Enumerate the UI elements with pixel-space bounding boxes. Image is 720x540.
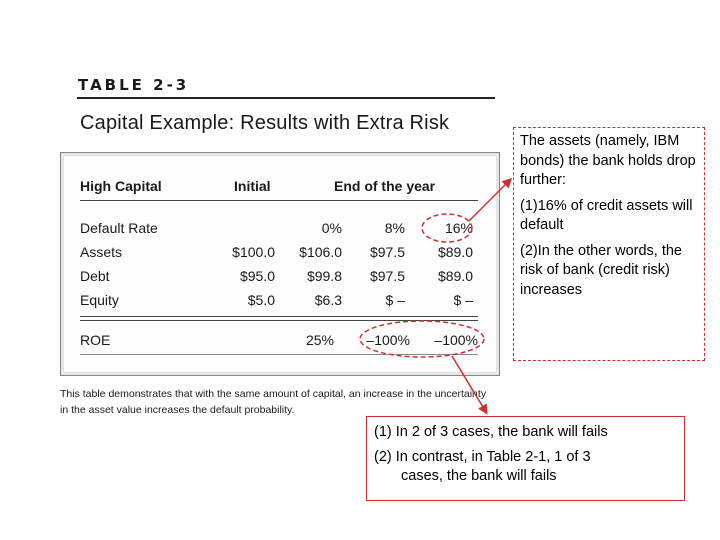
row-label-equity: Equity bbox=[80, 292, 119, 308]
callout-bottom-point-2-cont: cases, the bank will fails bbox=[401, 468, 557, 484]
cell-debt-v2: $97.5 bbox=[369, 268, 405, 284]
table-title: Capital Example: Results with Extra Risk bbox=[80, 112, 450, 134]
cell-default-rate-v1: 0% bbox=[321, 220, 342, 236]
callout-top-point-2: (2)In the other words, the risk of bank (credit risk) increases bbox=[520, 242, 682, 298]
table-number: TABLE 2-3 bbox=[78, 76, 190, 94]
callout-top-point-1: (1)16% of credit assets will default bbox=[520, 197, 693, 233]
callout-top-intro: The assets (namely, IBM bonds) the bank holds drop further: bbox=[520, 133, 696, 188]
cell-debt-initial: $95.0 bbox=[239, 268, 275, 284]
row-label-debt: Debt bbox=[80, 268, 110, 284]
cell-default-rate-v2: 8% bbox=[384, 220, 405, 236]
cell-assets-v1: $106.0 bbox=[299, 244, 342, 260]
cell-assets-v3: $89.0 bbox=[437, 244, 473, 260]
row-label-assets: Assets bbox=[80, 244, 123, 260]
highlight-ellipse-roe bbox=[360, 321, 484, 357]
callout-bottom-point-2-first: (2) In contrast, in Table 2-1, 1 of 3 bbox=[374, 449, 591, 465]
col-header-initial: Initial bbox=[234, 178, 271, 194]
col-header-high-capital: High Capital bbox=[80, 178, 162, 194]
cell-equity-initial: $5.0 bbox=[247, 292, 275, 308]
cell-equity-v1: $6.3 bbox=[314, 292, 342, 308]
cell-equity-v2: $ – bbox=[385, 292, 405, 308]
footnote-line-1: This table demonstrates that with the same amount of capital, an increase in the uncertainty bbox=[60, 388, 487, 400]
cell-assets-v2: $97.5 bbox=[369, 244, 405, 260]
cell-debt-v3: $89.0 bbox=[437, 268, 473, 284]
cell-assets-initial: $100.0 bbox=[232, 244, 275, 260]
arrow-to-top-callout bbox=[469, 180, 510, 221]
cell-debt-v1: $99.8 bbox=[306, 268, 342, 284]
cell-roe-v3: –100% bbox=[434, 332, 478, 348]
cell-roe-v2: –100% bbox=[366, 332, 410, 348]
callout-bottom-point-1: (1) In 2 of 3 cases, the bank will fails bbox=[374, 424, 608, 440]
highlight-ellipse-16pct bbox=[422, 214, 472, 242]
arrow-to-bottom-callout bbox=[452, 356, 486, 412]
footnote-line-2: in the asset value increases the default probability. bbox=[60, 404, 295, 416]
cell-roe-v1: 25% bbox=[305, 332, 334, 348]
row-label-default-rate: Default Rate bbox=[80, 220, 158, 236]
row-label-roe: ROE bbox=[80, 332, 111, 348]
col-header-end-of-year: End of the year bbox=[334, 178, 436, 194]
cell-equity-v3: $ – bbox=[453, 292, 473, 308]
cell-default-rate-v3: 16% bbox=[444, 220, 473, 236]
